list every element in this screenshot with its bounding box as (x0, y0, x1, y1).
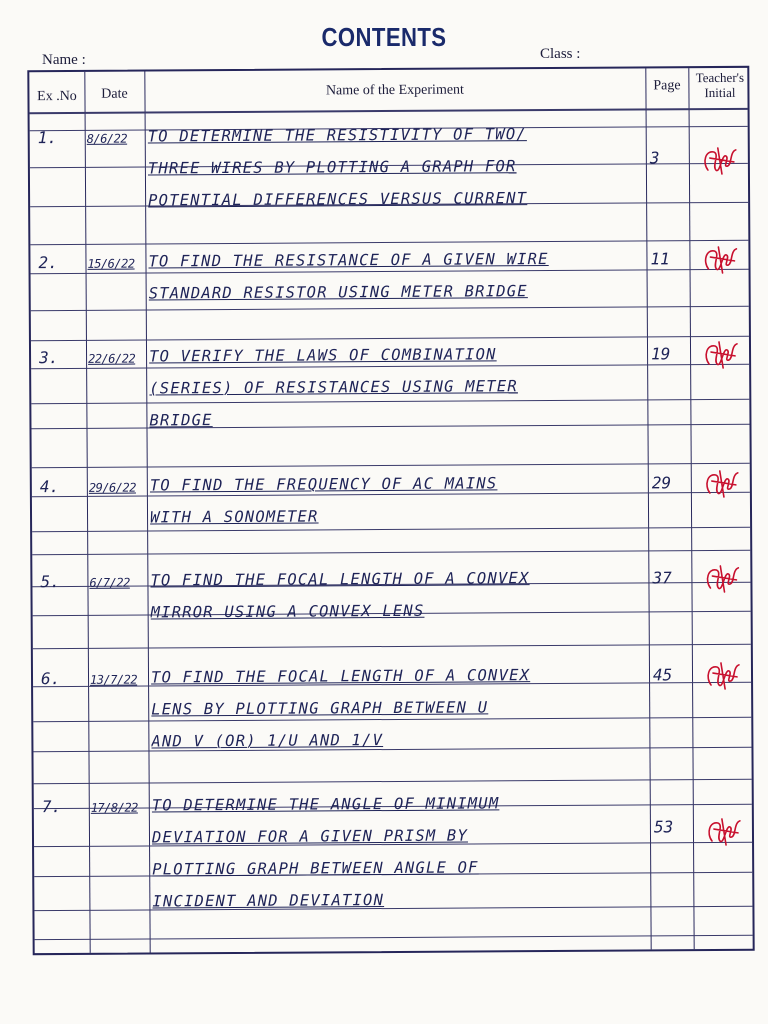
experiment-title-line: TO DETERMINE THE RESISTIVITY OF TWO/ (147, 125, 527, 146)
experiment-page: 29 (651, 473, 672, 493)
ruled-line (33, 644, 751, 649)
experiment-number: 1. (37, 128, 58, 148)
experiment-date: 8/6/22 (86, 131, 128, 146)
experiment-title-line: BRIDGE (149, 411, 213, 430)
class-label: Class : (540, 46, 581, 62)
teacher-initial-signature (702, 562, 740, 596)
experiment-date: 29/6/22 (88, 480, 136, 495)
experiment-date: 22/6/22 (88, 351, 136, 366)
experiment-page: 53 (653, 817, 674, 837)
experiment-date: 15/6/22 (87, 256, 135, 271)
experiment-title-line: THREE WIRES BY PLOTTING A GRAPH FOR (147, 157, 517, 178)
header-divider (30, 108, 748, 114)
experiment-page: 37 (652, 568, 672, 588)
experiment-title-line: DEVIATION FOR A GIVEN PRISM BY (151, 826, 469, 847)
experiment-title-line: STANDARD RESISTOR USING METER BRIDGE (148, 282, 528, 303)
column-header-date: Date (101, 86, 128, 102)
ruled-line (33, 717, 751, 722)
contents-table (27, 66, 754, 955)
experiment-date: 6/7/22 (89, 575, 130, 590)
experiment-title-line: TO FIND THE FOCAL LENGTH OF A CONVEX (150, 569, 530, 590)
column-header-page: Page (653, 78, 681, 94)
experiment-title-line: PLOTTING GRAPH BETWEEN ANGLE OF (152, 858, 479, 879)
column-header-teacher (688, 70, 751, 100)
ruled-line (32, 550, 750, 555)
column-header-ex-no: Ex .No (37, 88, 77, 105)
experiment-title-line: TO VERIFY THE LAWS OF COMBINATION (148, 345, 497, 366)
experiment-number: 2. (38, 253, 58, 273)
experiment-number: 4. (39, 477, 60, 497)
experiment-page: 3 (649, 148, 660, 168)
ruled-line (31, 336, 749, 341)
ruled-line (34, 779, 752, 784)
experiment-page: 11 (650, 249, 670, 269)
experiment-title-line: (SERIES) OF RESISTANCES USING METER (149, 377, 518, 398)
experiment-title-line: TO FIND THE RESISTANCE OF A GIVEN WIRE (148, 250, 549, 271)
experiment-title-line: POTENTIAL DIFFERENCES VERSUS CURRENT (148, 189, 528, 210)
experiment-number: 3. (39, 348, 59, 368)
ruled-line (30, 240, 748, 245)
teacher-initial-signature (700, 144, 738, 178)
experiment-title-line: MIRROR USING A CONVEX LENS (150, 601, 425, 622)
teacher-initial-signature (702, 467, 740, 501)
teacher-header-line2: Initial (704, 84, 736, 101)
experiment-title-line: AND V (OR) 1/U AND 1/V (151, 731, 384, 751)
experiment-page: 45 (652, 665, 673, 685)
teacher-initial-signature (703, 659, 741, 693)
ruled-line (31, 306, 749, 311)
experiment-number: 6. (40, 669, 61, 689)
teacher-initial-signature (701, 338, 739, 372)
page-title: CONTENTS (321, 22, 447, 52)
ruled-line (35, 935, 753, 940)
experiment-title-line: TO FIND THE FREQUENCY OF AC MAINS (149, 474, 498, 495)
ruled-line (32, 463, 750, 468)
experiment-title-line: LENS BY PLOTTING GRAPH BETWEEN U (151, 698, 489, 719)
column-divider (645, 68, 651, 949)
teacher-initial-signature (700, 243, 738, 277)
column-header-experiment: Name of the Experiment (325, 82, 464, 99)
experiment-date: 17/8/22 (90, 800, 138, 815)
experiment-title-line: WITH A SONOMETER (149, 507, 319, 527)
teacher-header-line1: Teacher's (695, 69, 745, 86)
experiment-title-line: TO FIND THE FOCAL LENGTH OF A CONVEX (150, 666, 531, 687)
experiment-title-line: INCIDENT AND DEVIATION (152, 891, 385, 911)
experiment-number: 5. (40, 572, 60, 592)
column-divider (84, 72, 90, 953)
experiment-title-line: TO DETERMINE THE ANGLE OF MINIMUM (151, 794, 500, 815)
experiment-date: 13/7/22 (89, 672, 138, 687)
name-label: Name : (42, 52, 86, 68)
ruled-line (32, 527, 750, 532)
experiment-number: 7. (41, 797, 62, 817)
teacher-initial-signature (704, 815, 742, 849)
ruled-line (31, 399, 749, 404)
experiment-page: 19 (650, 344, 671, 364)
